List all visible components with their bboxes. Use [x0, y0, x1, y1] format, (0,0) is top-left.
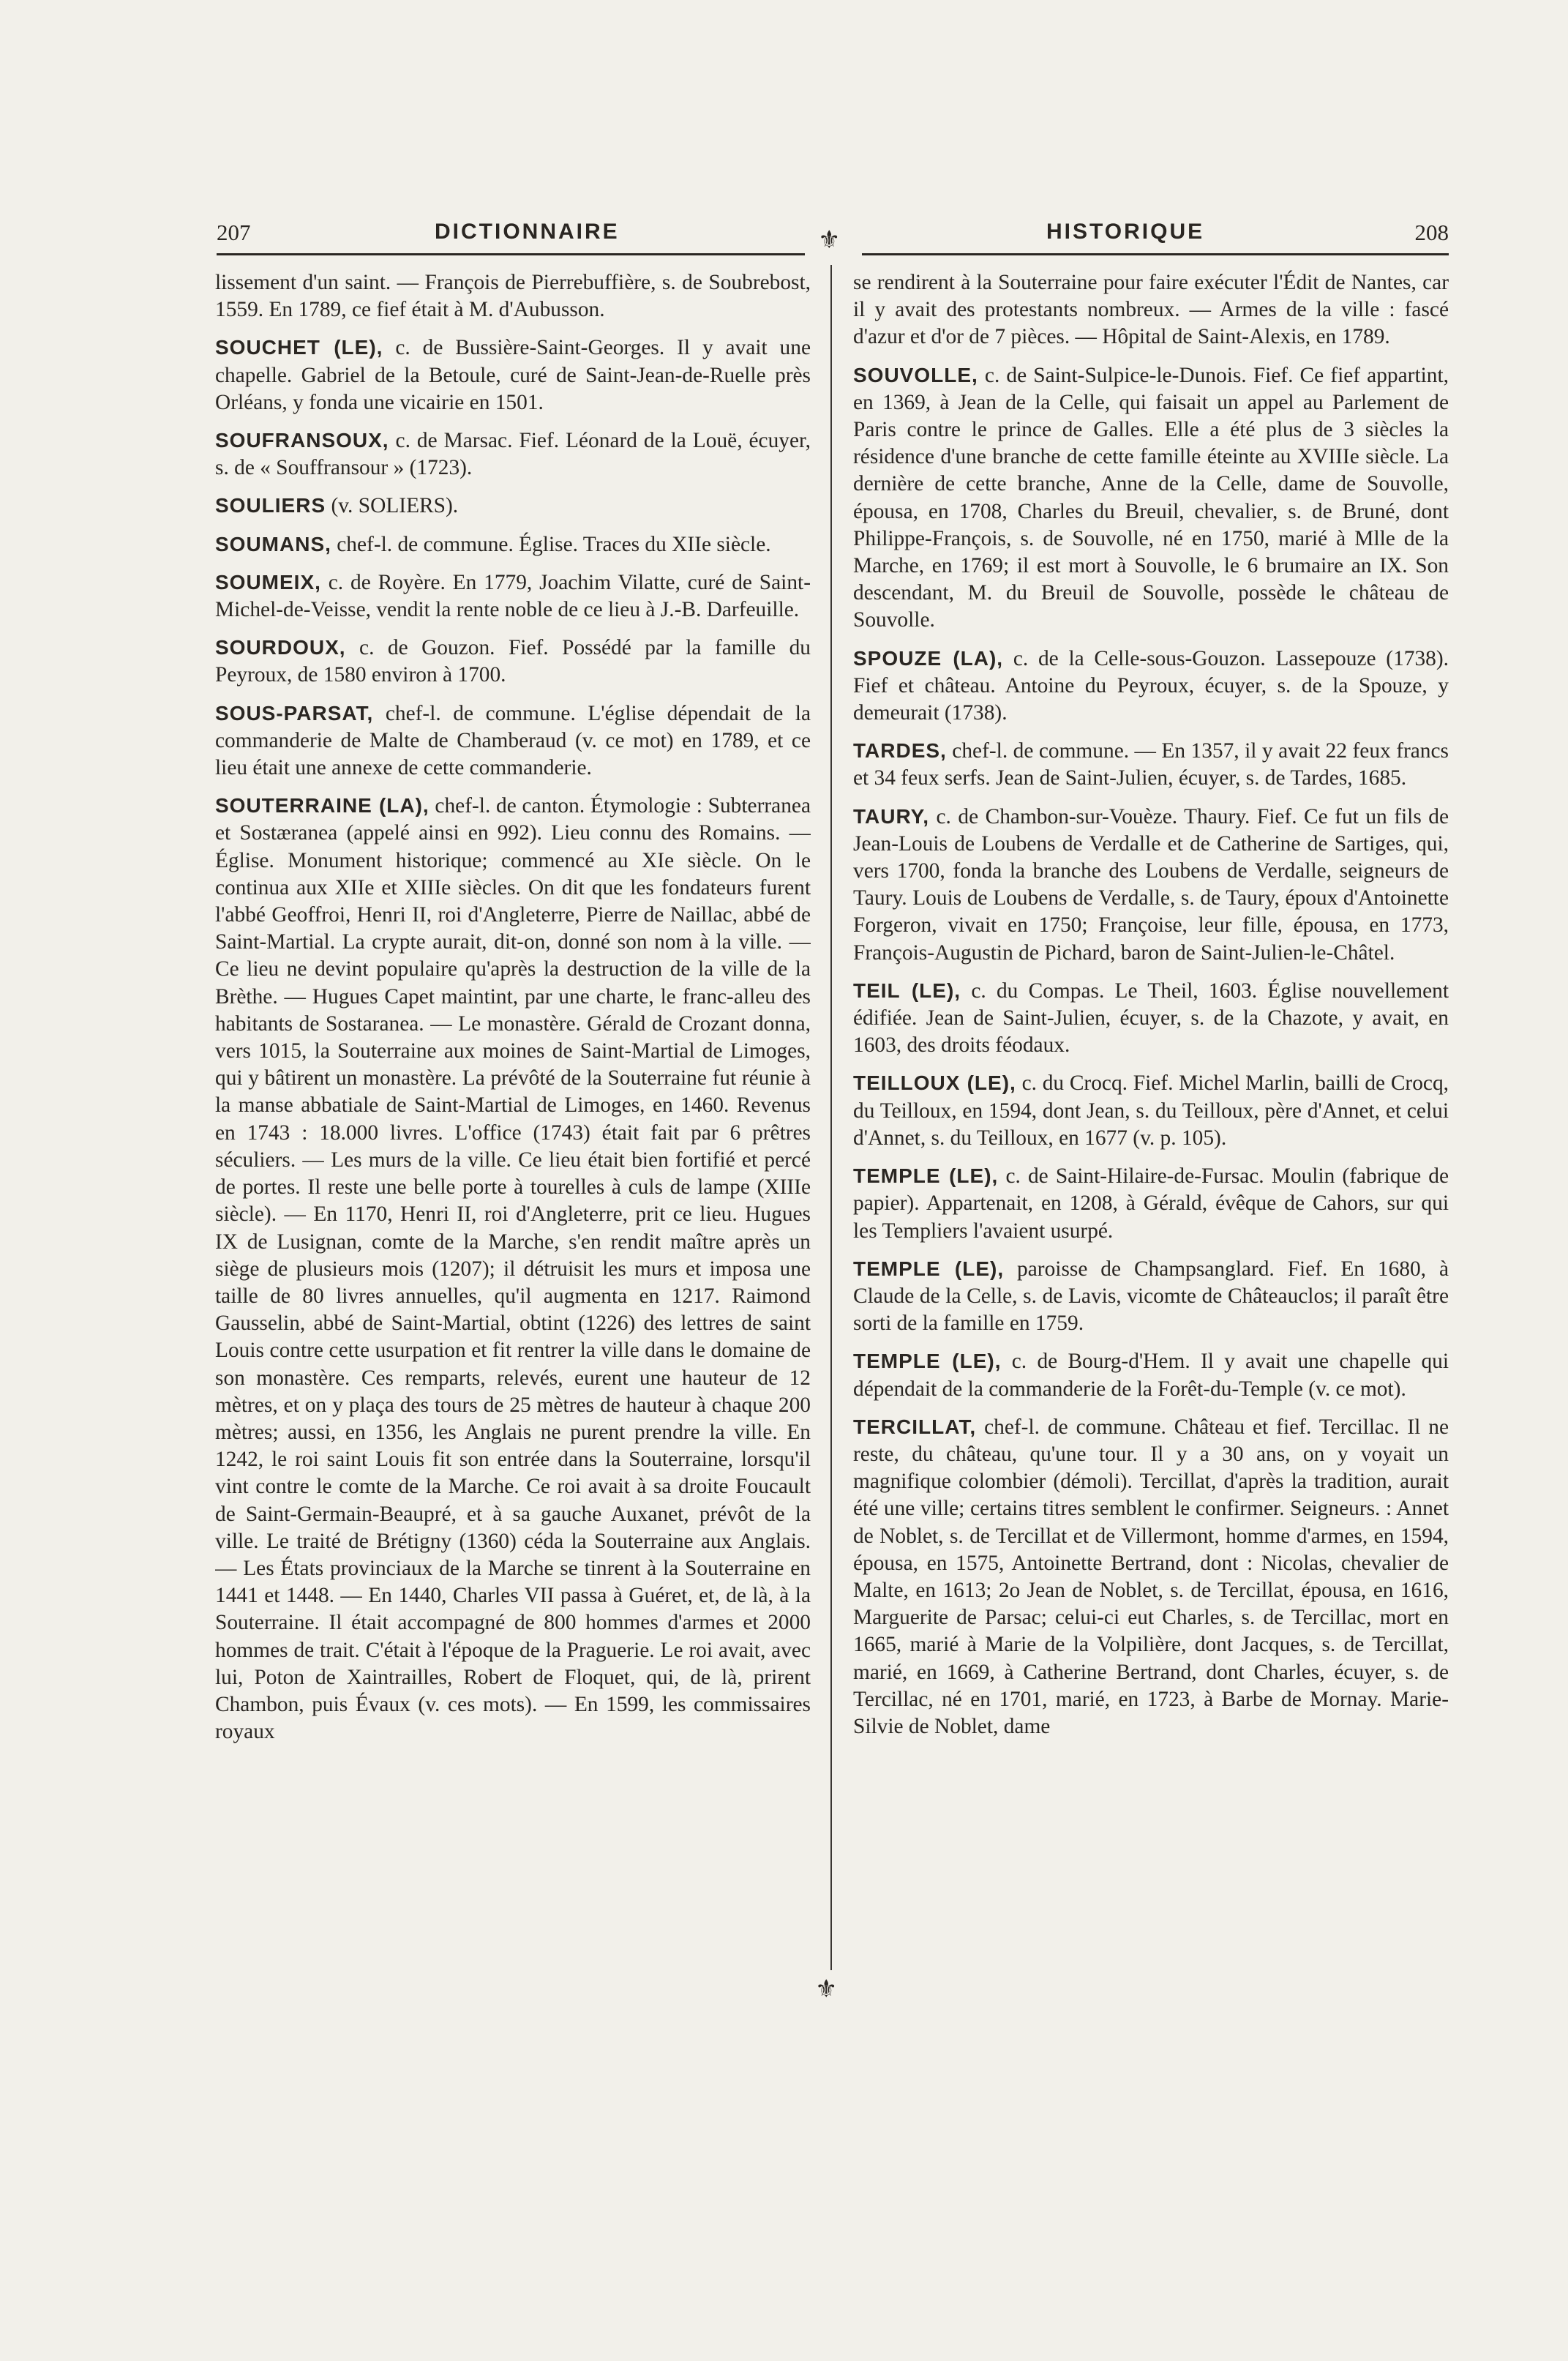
entry-headword: SOUMANS, [215, 532, 331, 555]
dictionary-entry [853, 1069, 1449, 1152]
dictionary-entry [853, 1347, 1449, 1402]
entry-headword: SOULIERS [215, 494, 326, 517]
entry-text: c. de Saint-Sulpice-le-Dunois. Fief. Ce fief appartint, en 1369, à Jean de la Celle, qui faisait un appel au Parlement de Paris contre le prince de Galles. Elle a été plus de 3 siècles la résidence d'une branche de cette famille éteinte au XVIIIe siècle. La dernière de cette branche, Anne de la Celle, dame de Souvolle, épousa, en 1708, Charles du Breuil, chevalier, s. de Bruné, dont Philippe-François, s. de Souvolle, né en 1750, marié à Mlle de la Marche, en 1769; il est mort à Souvolle, le 6 brumaire an IX. Son descendant, M. du Breuil de Souvolle, possède le château de Souvolle. [853, 363, 1449, 632]
entry-text: c. de Saint-Hilaire-de-Fursac. Moulin (fabrique de papier). Appartenait, en 1208, à Gérald, évêque de Cahors, sur qui les Templiers l'avaient usurpé. [853, 1164, 1449, 1243]
dictionary-entry [215, 492, 811, 520]
dictionary-entry [215, 792, 811, 1746]
entry-text: c. de Chambon-sur-Vouèze. Thaury. Fief. Ce fut un fils de Jean-Louis de Loubens de Verdalle et de Catherine de Sartiges, qui, vers 1700, fonda la branche des Loubens de Verdalle, seigneurs de Taury. Louis de Loubens de Verdalle, s. de Taury, époux d'Antoinette Forgeron, vivait en 1750; Françoise, leur fille, épousa, en 1773, François-Augustin de Pichard, baron de Saint-Julien-le-Châtel. [853, 804, 1449, 965]
dictionary-entry [215, 700, 811, 782]
entry-text: c. de Bussière-Saint-Georges. Il y avait une chapelle. Gabriel de la Betoule, curé de Saint-Jean-de-Ruelle près Orléans, y fonda une vicairie en 1501. [215, 336, 811, 414]
continuation-text: se rendirent à la Souterraine pour faire exécuter l'Édit de Nantes, car il y avait des protestants nombreux. — Armes de la ville : fascé d'azur et d'or de 7 pièces. — Hôpital de Saint-Alexis, en 1789. [853, 271, 1449, 349]
entry-text: c. de la Celle-sous-Gouzon. Lassepouze (1738). Fief et château. Antoine du Peyroux, écuyer, s. de la Spouze, y demeurait (1738). [853, 646, 1449, 725]
entry-headword: SOURDOUX, [215, 636, 346, 659]
entry-headword: SOUCHET (LE), [215, 336, 383, 359]
entry-headword: TEMPLE (LE), [853, 1164, 999, 1188]
entry-headword: TEMPLE (LE), [853, 1257, 1005, 1280]
page-number-left: 207 [217, 220, 251, 245]
dictionary-entry [215, 634, 811, 689]
running-title-right: HISTORIQUE [1046, 220, 1205, 244]
left-column [215, 269, 811, 1997]
entry-headword: TEMPLE (LE), [853, 1350, 1002, 1373]
dictionary-entry [853, 737, 1449, 792]
entry-text: paroisse de Champsanglard. Fief. En 1680, à Claude de la Celle, s. de Lavis, vicomte de Châteauclos; il paraît être sorti de la famille en 1759. [853, 1257, 1449, 1336]
entry-headword: SOUS-PARSAT, [215, 701, 374, 725]
entry-headword: TEILLOUX (LE), [853, 1071, 1016, 1095]
header-rule-left [217, 253, 805, 255]
dictionary-entry [215, 531, 811, 558]
header-rule-right [862, 253, 1449, 255]
entry-text: c. de Marsac. Fief. Léonard de la Louë, écuyer, s. de « Souffransour » (1723). [215, 429, 811, 480]
dictionary-entry [215, 427, 811, 482]
entry-text: chef-l. de canton. Étymologie : Subterranea et Sostæranea (appelé ainsi en 992). Lieu connu des Romains. — Église. Monument historique; commencé au XIe siècle. On le continua aux XIIe et XIIIe siècles. On dit que les fondateurs furent l'abbé Geoffroi, Henri II, roi d'Angleterre, Pierre de Naillac, abbé de Saint-Martial. La crypte aurait, dit-on, donné son nom à la ville. — Ce lieu ne devint populaire qu'après la destruction de la ville de la Brèthe. — Hugues Capet maintint, par une charte, le franc-alleu des habitants de Sostaranea. — Le monastère. Gérald de Crozant donna, vers 1015, la Souterraine aux moines de Saint-Martial de Limoges, qui y bâtirent un monastère. La prévôté de la Souterraine fut réunie à la manse abbatiale de Saint-Martial de Limoges, en 1460. Revenus en 1743 : 18.000 livres. L'office (1743) était fait par 6 prêtres séculiers. — Les murs de la ville. Ce lieu était bien fortifié et percé de portes. Il reste une belle porte à tourelles à culs de lampe (XIIIe siècle). — En 1170, Henri II, roi d'Angleterre, prit ce lieu. Hugues IX de Lusignan, comte de la Marche, s'en rendit maître après un siège de plusieurs mois (1207); il détruisit les murs et imposa une taille de 80 livres annuelles, qu'il augmenta en 1217. Raimond Gausselin, abbé de Saint-Martial, obtint (1226) des lettres de saint Louis contre cette usurpation et fit rentrer la ville dans le domaine de son monastère. Ces remparts, relevés, eurent une hauteur de 12 mètres, et on y plaça des tours de 25 mètres de hauteur à chaque 200 mètres; aussi, en 1356, les Anglais ne purent prendre la ville. En 1242, le roi saint Louis fit son entrée dans la Souterraine, lorsqu'il vint contre le comte de la Marche. Ce roi avait à sa droite Foucault de Saint-Germain-Beaupré, et à sa gauche Auxanet, prévôt de la ville. Le traité de Brétigny (1360) céda la Souterraine aux Anglais. — Les États provinciaux de la Marche se tinrent à la Souterraine en 1441 et 1448. — En 1440, Charles VII passa à Guéret, et, de là, à la Souterraine. Il était accompagné de 800 hommes d'armes et 2000 hommes de trait. C'était à l'époque de la Praguerie. Le roi avait, avec lui, Poton de Xaintrailles, Robert de Floquet, qui, de là, prirent Chambon, puis Évaux (v. ces mots). — En 1599, les commissaires royaux [215, 794, 811, 1744]
entry-text: c. de Gouzon. Fief. Possédé par la famille du Peyroux, de 1580 environ à 1700. [215, 636, 811, 687]
entry-headword: SOUMEIX, [215, 570, 321, 594]
dictionary-entry [853, 1413, 1449, 1740]
running-title-left: DICTIONNAIRE [435, 220, 620, 244]
entry-headword: TERCILLAT, [853, 1415, 977, 1438]
entry-text: (v. SOLIERS). [326, 494, 459, 518]
entry-text: c. de Royère. En 1779, Joachim Vilatte, curé de Saint-Michel-de-Veisse, vendit la rente noble de ce lieu à J.-B. Darfeuille. [215, 570, 811, 622]
column-divider [830, 265, 832, 1970]
entry-text: c. du Crocq. Fief. Michel Marlin, bailli de Crocq, du Teilloux, en 1594, dont Jean, s. du Teilloux, père d'Annet, et celui d'Annet, s. du Teilloux, en 1677 (v. p. 105). [853, 1071, 1449, 1150]
entry-text: chef-l. de commune. L'église dépendait de la commanderie de Malte de Chamberaud (v. ce mot) en 1789, et ce lieu était une annexe de cette commanderie. [215, 701, 811, 780]
entry-headword: SOUVOLLE, [853, 363, 978, 386]
continuation-text: lissement d'un saint. — François de Pierrebuffière, s. de Soubrebost, 1559. En 1789, ce fief était à M. d'Aubusson. [215, 271, 811, 322]
dictionary-entry [853, 1255, 1449, 1338]
entry-headword: SOUFRANSOUX, [215, 429, 389, 452]
dictionary-entry [853, 977, 1449, 1060]
dictionary-entry [853, 362, 1449, 635]
right-column [853, 269, 1449, 1997]
entry-text: c. de Bourg-d'Hem. Il y avait une chapelle qui dépendait de la commanderie de la Forêt-du-Temple (v. ce mot). [853, 1350, 1449, 1401]
dictionary-entry [853, 645, 1449, 727]
dictionary-entry [215, 334, 811, 416]
entry-text: chef-l. de commune. Église. Traces du XIIe siècle. [331, 532, 771, 556]
page-number-right: 208 [1414, 220, 1449, 245]
entry-text: chef-l. de commune. — En 1357, il y avait 22 feux francs et 34 feux serfs. Jean de Saint-Julien, écuyer, s. de Tardes, 1685. [853, 739, 1449, 790]
fleuron-icon: ⚜ [818, 227, 841, 254]
entry-headword: TARDES, [853, 739, 947, 763]
entry-headword: TAURY, [853, 804, 929, 828]
entry-headword: SPOUZE (LA), [853, 646, 1004, 670]
dictionary-entry [853, 1162, 1449, 1245]
dictionary-entry [853, 803, 1449, 967]
entry-text: c. du Compas. Le Theil, 1603. Église nouvellement édifiée. Jean de Saint-Julien, écuyer, s. de la Chazote, y avait, en 1603, des droits féodaux. [853, 979, 1449, 1058]
dictionary-entry [215, 569, 811, 624]
entry-headword: TEIL (LE), [853, 979, 961, 1002]
fleuron-icon: ⚜ [815, 1976, 838, 2003]
entry-headword: SOUTERRAINE (LA), [215, 794, 429, 817]
entry-text: chef-l. de commune. Château et fief. Tercillac. Il ne reste, du château, qu'une tour. Il y a 30 ans, on y voyait un magnifique colombier (démoli). Tercillat, d'après la tradition, aurait été une ville; certains titres semblent le confirmer. Seigneurs. : Annet de Noblet, s. de Tercillat et de Villermont, homme d'armes, en 1594, épousa, en 1575, Antoinette Bertrand, dont : Nicolas, chevalier de Malte, en 1613; 2o Jean de Noblet, s. de Tercillat, épousa, en 1616, Marguerite de Parsac; celui-ci eut Charles, s. de Tercillac, mort en 1665, marié à Marie de la Volpilière, dont Jacques, s. de Tercillat, marié, en 1669, à Catherine Bertrand, dont Charles, écuyer, s. de Tercillac, né en 1701, marié, en 1723, à Barbe de Mornay. Marie-Silvie de Noblet, dame [853, 1415, 1449, 1738]
